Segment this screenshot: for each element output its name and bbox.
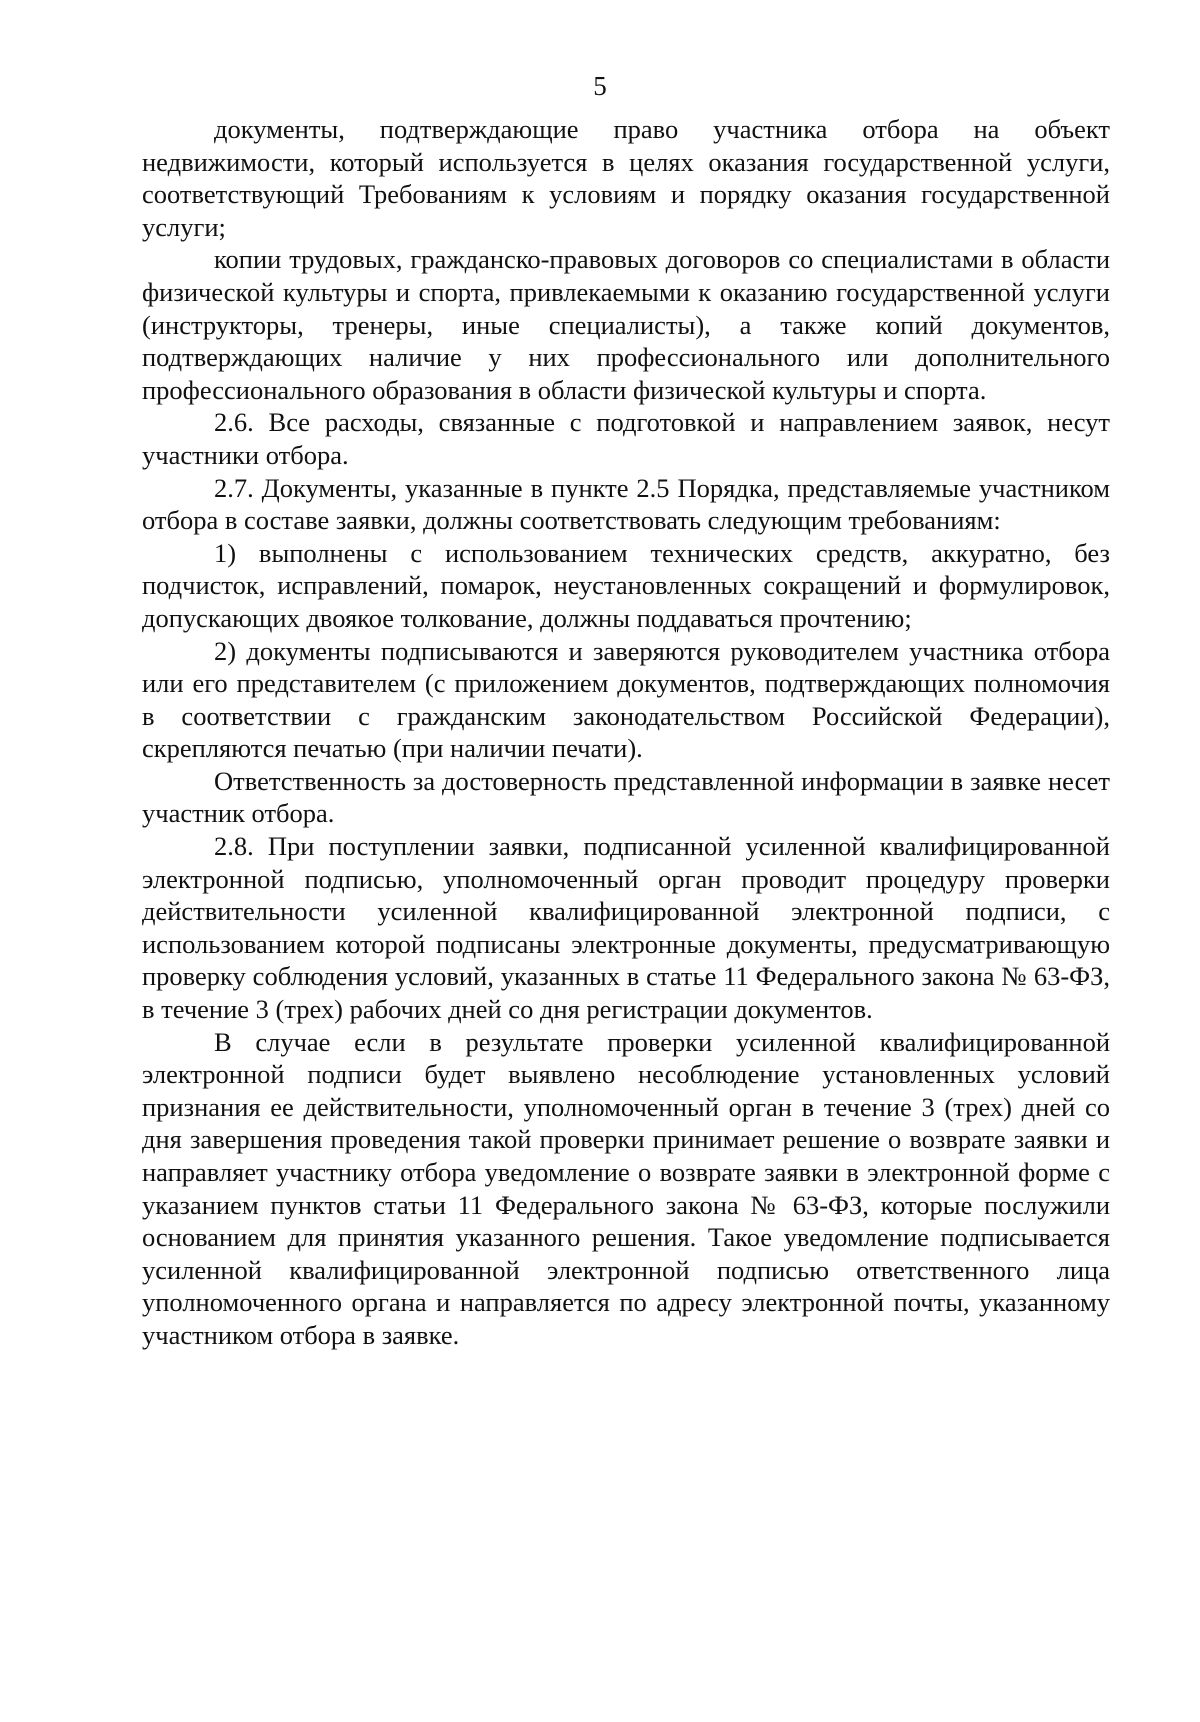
paragraph-requirement-1: 1) выполнены с использованием технических средств, аккуратно, без подчисток, исправлений, помарок, неустановленных сокращений и формулировок, допускающих двоякое толкование, должны поддаваться прочтению; <box>142 537 1110 633</box>
page-number: 5 <box>593 71 607 101</box>
paragraph-signature-check: В случае если в результате проверки усиленной квалифицированной электронной подписи будет выявлено несоблюдение установленных условий признания ее действительности, уполномоченный орган в течение 3 (трех) дней со дня завершения проведения такой проверки принимает решение о возврате заявки и направляет участнику отбора уведомление о возврате заявки в электронной форме с указанием пунктов статьи 11 Федерального закона № 63-ФЗ, которые послужили основанием для принятия указанного решения. Такое уведомление подписывается усиленной квалифицированной электронной подписью ответственного лица уполномоченного органа и направляется по адресу электронной почты, указанному участником отбора в заявке. <box>142 1026 1110 1350</box>
paragraph-2-8: 2.8. При поступлении заявки, подписанной усиленной квалифицированной электронной подписью, уполномоченный орган проводит процедуру проверки действительности усиленной квалифицированной электронной подписи, с использованием которой подписаны электронные документы, предусматривающую проверку соблюдения условий, указанных в статье 11 Федерального закона № 63-ФЗ, в течение 3 (трех) рабочих дней со дня регистрации документов. <box>142 831 1110 1025</box>
document-body <box>142 113 1110 1352</box>
paragraph-contract-copies: копии трудовых, гражданско-правовых договоров со специалистами в области физической культуры и спорта, привлекаемыми к оказанию государственной услуги (инструкторы, тренеры, иные специалисты), а также копий документов, подтверждающих наличие у них профессионального или дополнительного профессионального образования в области физической культуры и спорта. <box>142 244 1110 405</box>
paragraph-2-6: 2.6. Все расходы, связанные с подготовкой и направлением заявок, несут участники отбора. <box>142 407 1110 470</box>
paragraph-requirement-2: 2) документы подписываются и заверяются руководителем участника отбора или его представителем (с приложением документов, подтверждающих полномочия в соответствии с гражданским законодательством Российской Федерации), скрепляются печатью (при наличии печати). <box>142 635 1110 764</box>
paragraph-responsibility: Ответственность за достоверность представленной информации в заявке несет участник отбора. <box>142 765 1110 829</box>
paragraph-2-7: 2.7. Документы, указанные в пункте 2.5 Порядка, представляемые участником отбора в составе заявки, должны соответствовать следующим требованиям: <box>142 472 1110 536</box>
paragraph-property-documents: документы, подтверждающие право участника отбора на объект недвижимости, который используется в целях оказания государственной услуги, соответствующий Требованиям к условиям и порядку оказания государственной услуги; <box>142 114 1110 242</box>
